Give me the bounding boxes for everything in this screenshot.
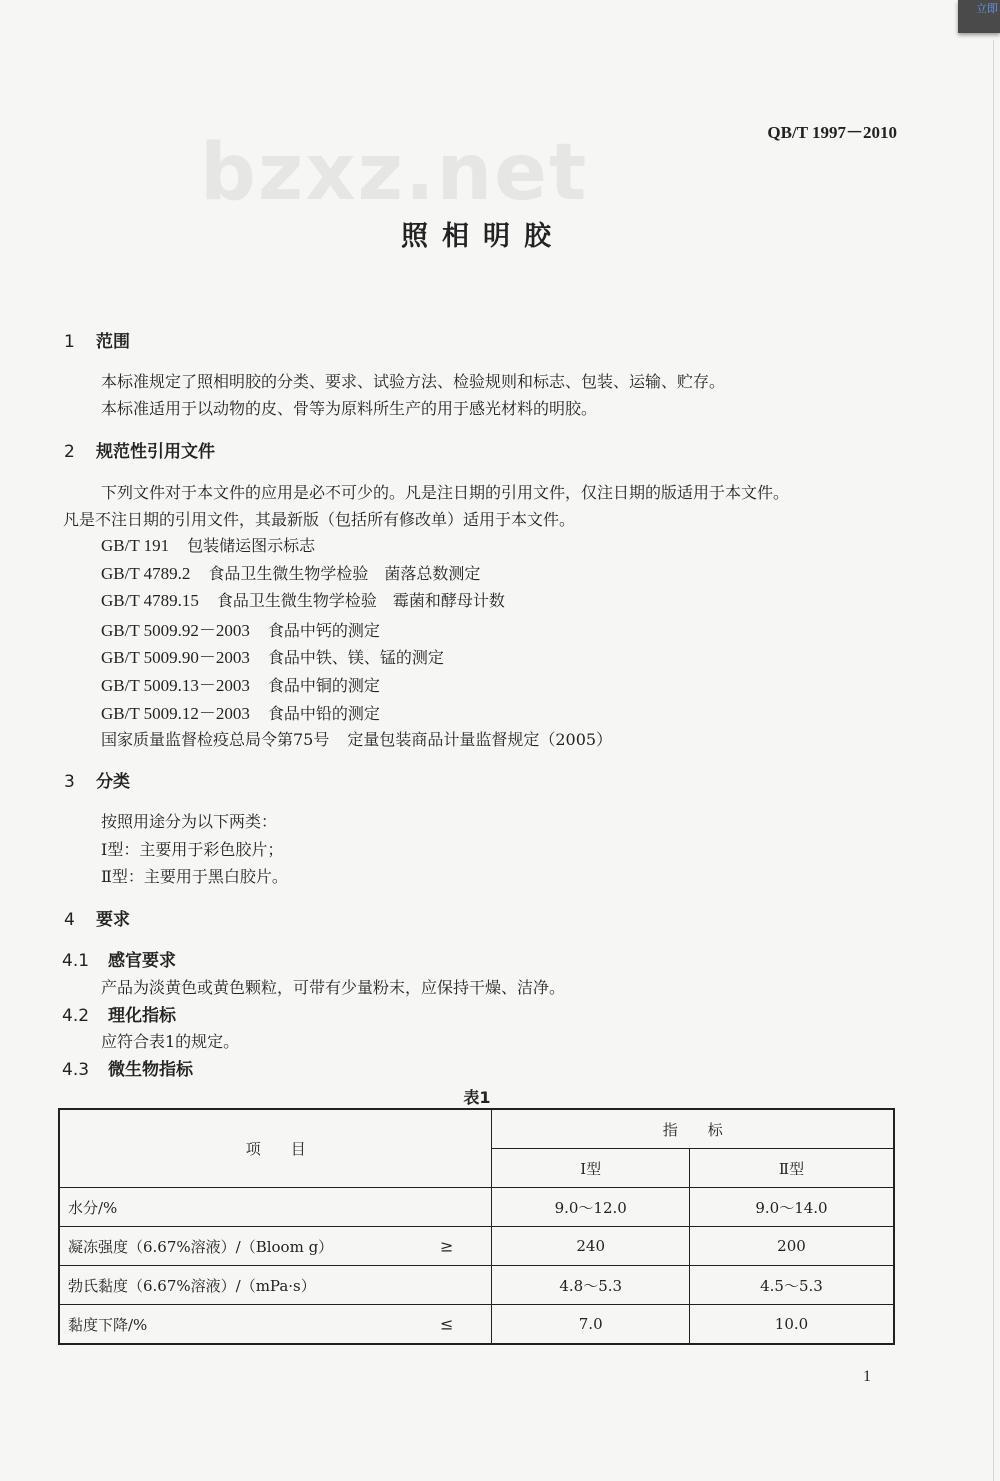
row-item-label: 黏度下降/% (68, 1315, 148, 1334)
corner-tab[interactable] (958, 0, 1000, 33)
reference-code: GB/T 4789.15 (101, 591, 199, 610)
reference-title: 食品卫生微生物学检验 菌落总数测定 (208, 564, 481, 583)
row-item-label: 勃氏黏度（6.67%溶液）/（mPa·s） (68, 1276, 316, 1295)
section-2-heading (64, 437, 215, 462)
spec-table (58, 1108, 895, 1345)
reference-title: 食品中铜的测定 (267, 676, 380, 695)
reference-item (101, 643, 444, 668)
reference-code: GB/T 5009.12－2003 (101, 704, 250, 723)
table-row (59, 1227, 894, 1266)
item-header: 项 目 (59, 1109, 492, 1188)
type1-header: Ⅰ型 (492, 1149, 690, 1188)
row-type1-value: 7.0 (492, 1305, 690, 1345)
page-title: 照相明胶 (401, 221, 565, 252)
section-number: 1 (64, 332, 75, 352)
row-item (59, 1227, 492, 1266)
corner-tab-label[interactable]: 立即 (976, 2, 998, 15)
paragraph: 本标准规定了照相明胶的分类、要求、试验方法、检验规则和标志、包装、运输、贮存。 (101, 372, 726, 391)
subsection-4-2-heading (62, 1001, 176, 1026)
section-1-heading (64, 327, 130, 352)
reference-code: 国家质量监督检疫总局令第75号 (101, 730, 330, 749)
reference-code: GB/T 5009.92－2003 (101, 621, 250, 640)
paragraph: 下列文件对于本文件的应用是必不可少的。凡是注日期的引用文件，仅注日期的版适用于本文件。 (101, 483, 790, 502)
subsection-title: 理化指标 (108, 1006, 176, 1026)
reference-title: 食品中铁、镁、锰的测定 (267, 648, 444, 667)
row-item (59, 1305, 492, 1345)
reference-item (101, 727, 612, 750)
reference-item (101, 699, 380, 724)
paragraph: 应符合表1的规定。 (101, 1032, 240, 1051)
row-type2-value: 9.0～14.0 (689, 1188, 894, 1227)
table-row (59, 1266, 894, 1305)
subsection-4-1-heading (62, 946, 176, 971)
paragraph: 按照用途分为以下两类： (101, 812, 278, 831)
section-3-heading (64, 767, 130, 792)
section-title: 分类 (96, 772, 130, 792)
subsection-title: 微生物指标 (108, 1060, 193, 1080)
row-type2-value: 10.0 (689, 1305, 894, 1345)
reference-title: 食品中钙的测定 (267, 621, 380, 640)
row-type2-value: 200 (689, 1227, 894, 1266)
row-type2-value: 4.5～5.3 (689, 1266, 894, 1305)
section-title: 要求 (96, 910, 130, 930)
index-header: 指 标 (492, 1109, 894, 1149)
page-edge (993, 40, 994, 1481)
row-item-label: 凝冻强度（6.67%溶液）/（Bloom g） (68, 1237, 334, 1256)
reference-title: 定量包装商品计量监督规定（2005） (347, 730, 613, 749)
paragraph: 产品为淡黄色或黄色颗粒，可带有少量粉末，应保持干燥、洁净。 (101, 978, 566, 997)
row-item (59, 1266, 492, 1305)
row-type1-value: 4.8～5.3 (492, 1266, 690, 1305)
row-item (59, 1188, 492, 1227)
table-row (59, 1305, 894, 1345)
standard-number: QB/T 1997－2010 (767, 123, 897, 142)
reference-item (101, 616, 380, 641)
reference-title: 食品卫生微生物学检验 霉菌和酵母计数 (216, 591, 505, 610)
reference-item (101, 561, 480, 584)
section-number: 4 (64, 910, 75, 930)
paragraph: 凡是不注日期的引用文件，其最新版（包括所有修改单）适用于本文件。 (63, 510, 576, 529)
section-title: 规范性引用文件 (96, 442, 215, 462)
type2-header: Ⅱ型 (689, 1149, 894, 1188)
subsection-title: 感官要求 (108, 951, 176, 971)
section-4-heading (64, 905, 130, 930)
reference-title: 食品中铅的测定 (267, 704, 380, 723)
row-type1-value: 9.0～12.0 (492, 1188, 690, 1227)
table-header-row (59, 1109, 894, 1149)
paragraph: Ⅱ型：主要用于黑白胶片。 (101, 867, 288, 886)
page-number: 1 (863, 1368, 871, 1385)
row-symbol: ≤ (440, 1314, 454, 1334)
subsection-number: 4.3 (62, 1060, 90, 1080)
reference-code: GB/T 5009.13－2003 (101, 676, 250, 695)
reference-title: 包装储运图示标志 (187, 536, 316, 555)
row-item-label: 水分/% (68, 1198, 118, 1217)
reference-code: GB/T 191 (101, 536, 170, 555)
row-symbol: ≥ (440, 1236, 454, 1256)
reference-item (101, 671, 380, 696)
subsection-number: 4.2 (62, 1006, 90, 1026)
section-number: 3 (64, 772, 75, 792)
subsection-4-3-heading (62, 1055, 193, 1080)
paragraph: 本标准适用于以动物的皮、骨等为原料所生产的用于感光材料的明胶。 (101, 399, 598, 418)
table-caption: 表1 (463, 1088, 491, 1107)
section-number: 2 (64, 442, 75, 462)
subsection-number: 4.1 (62, 951, 90, 971)
section-title: 范围 (96, 332, 130, 352)
reference-item (101, 533, 315, 556)
watermark: bzxz.net (200, 128, 589, 218)
table-row (59, 1188, 894, 1227)
reference-code: GB/T 4789.2 (101, 564, 191, 583)
paragraph: Ⅰ型：主要用于彩色胶片； (101, 840, 284, 859)
row-type1-value: 240 (492, 1227, 690, 1266)
reference-code: GB/T 5009.90－2003 (101, 648, 250, 667)
reference-item (101, 588, 505, 611)
